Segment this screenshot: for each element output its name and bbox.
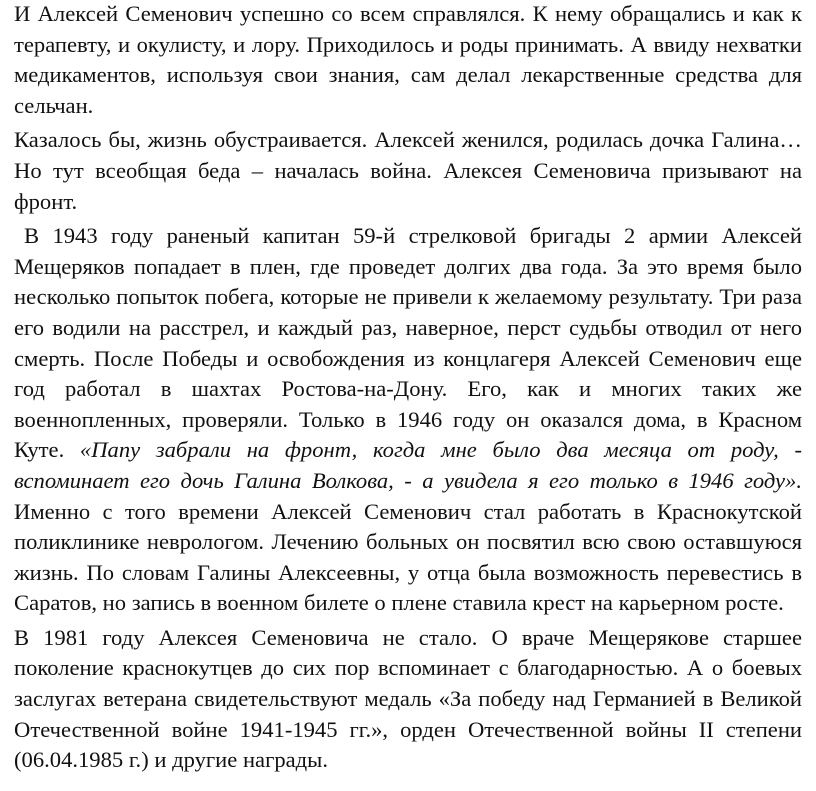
neurology-text: Именно с того времени Алексей Семенович стал работать в Краснокутской поликлинике неврологом. Лечению больных он посвятил всю свою оставшуюся жизнь. По словам Галины Алексеевны, у отца была возможность перевестись в Саратов, но запись в военном билете о плене ставила крест на карьерном росте.: [14, 498, 802, 616]
paragraph-practice: И Алексей Семенович успешно со всем справлялся. К нему обращались и как к терапевту, и окулисту, и лору. Приходилось и роды принимать. А ввиду нехватки медикаментов, используя свои знания, сам делал лекарственные средства для сельчан.: [14, 1, 802, 118]
paragraph-memory: В 1981 году Алексея Семеновича не стало. О враче Мещерякове старшее поколение краснокутцев до сих пор вспоминает с благодарностью. А о боевых заслугах ветерана свидетельствуют медаль «За победу над Германией в Великой Отечественной войне 1941-1945 гг.», орден Отечественной войны II степени (06.04.1985 г.) и другие награды.: [14, 624, 802, 773]
captivity-text: В 1943 году раненый капитан 59-й стрелковой бригады 2 армии Алексей Мещеряков попадает в плен, где проведет долгих два года. За это время было несколько попыток побега, которые не привели к желаемому результату. Три раза его водили на расстрел, и каждый раз, наверное, перст судьбы отводил от него смерть. После Победы и освобождения из концлагеря Алексей Семенович еще год работал в шахтах Ростова-на-Дону. Его, как и многих таких же военнопленных, проверяли. Только в 1946 году он оказался дома, в Красном Куте.: [14, 223, 802, 463]
paragraph-war: Казалось бы, жизнь обустраивается. Алексей женился, родилась дочка Галина… Но тут всеобщая беда – началась война. Алексея Семеновича призывают на фронт.: [14, 127, 802, 214]
paragraph-captivity: [14, 221, 802, 619]
daughter-quote: «Папу забрали на фронт, когда мне было два месяца от роду, - вспоминает его дочь Галина Волкова, - а увидела я его только в 1946 году».: [14, 437, 803, 493]
